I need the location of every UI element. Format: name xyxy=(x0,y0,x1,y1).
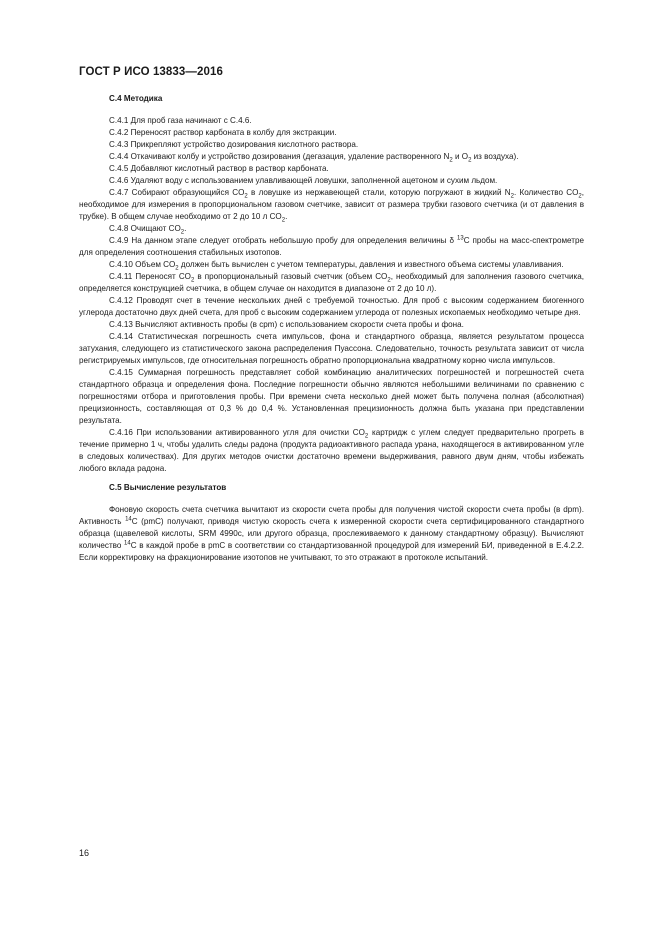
document-header: ГОСТ Р ИСО 13833—2016 xyxy=(79,66,224,78)
paragraph-c4-11: С.4.11 Переносят $СO_2$ в пропорциональный газовый счетчик (объем $СO_2$, необходимый для заполнения газового счетчика, определяется конструкцией счетчика, в общем случае он находится в диапазоне от 2 до 10 л). xyxy=(79,272,584,293)
paragraph-c4-2: С.4.2 Переносят раствор карбоната в колбу для экстракции. xyxy=(109,128,337,137)
paragraph-c4-3: С.4.3 Прикрепляют устройство дозирования кислотного раствора. xyxy=(109,140,359,149)
section-title-c5: С.5 Вычисление результатов xyxy=(109,483,227,492)
paragraph-c4-5: С.4.5 Добавляют кислотный раствор в раствор карбоната. xyxy=(109,164,329,173)
page-number: 16 xyxy=(79,848,90,858)
paragraph-c4-9: С.4.9 На данном этапе следует отобрать небольшую пробу для определения величины δ $^{13}$С пробы на масс-спектрометре для определения соотношения стабильных изотопов. xyxy=(79,235,584,257)
paragraph-c4-6: С.4.6 Удаляют воду с использованием улавливающей ловушки, заполненной ацетоном и сухим льдом. xyxy=(109,176,498,185)
paragraph-c4-10: С.4.10 Объем $СO_2$ должен быть вычислен с учетом температуры, давления и известного объема системы улавливания. xyxy=(109,260,564,272)
paragraph-c4-8: С.4.8 Очищают $СO_2$. xyxy=(109,224,187,236)
paragraph-c4-13: С.4.13 Вычисляют активность пробы (в cpm) с использованием скорости счета пробы и фона. xyxy=(109,320,464,329)
document-body xyxy=(79,93,584,564)
paragraph-c4-16: С.4.16 При использовании активированного угля для очистки $СO_2$ картридж с углем следует предварительно прогреть в течение примерно 1 ч, чтобы удалить следы радона (продукта радиоактивного распада урана, находящегося в активированном угле в следовых количествах). Для других методов очистки достаточно времени выдерживания, равного двум дням, чтобы избежать любого вклада радона. xyxy=(79,428,584,473)
paragraph-c4-15: С.4.15 Суммарная погрешность представляет собой комбинацию аналитических погрешностей и погрешностей счета стандартного образца и определения фона. Последние погрешности обычно являются небольшими величинами по сравнению с погрешностями отбора и приготовления пробы. При времени счета несколько дней может быть получена полная (абсолютная) прецизионность, составляющая от 0,3 % до 0,4 %. Установленная прецизионность должна быть указана при представлении результата. xyxy=(79,368,584,425)
paragraph-c4-4: С.4.4 Откачивают колбу и устройство дозирования (дегазация, удаление растворенного $N_2$ и $O_2$ из воздуха). xyxy=(109,152,519,164)
section-title-c4: С.4 Методика xyxy=(109,94,163,103)
paragraph-c4-14: С.4.14 Статистическая погрешность счета импульсов, фона и стандартного образца, является результатом процесса затухания, следующего из статистического закона распределения Пуассона. Следовательно, точность результата зависит от числа регистрируемых импульсов, где относительная погрешность обратно пропорциональна квадратному корню числа импульсов. xyxy=(79,332,584,365)
paragraph-c4-12: С.4.12 Проводят счет в течение нескольких дней с требуемой точностью. Для проб с высоким содержанием биогенного углерода достаточно двух дней счета, для проб с высоким содержанием углерода от полезных ископаемых необходимо четыре дня. xyxy=(79,296,584,317)
paragraph-c4-1: С.4.1 Для проб газа начинают с С.4.6. xyxy=(109,116,252,125)
paragraph-c5: Фоновую скорость счета счетчика вычитают из скорости счета пробы для получения чистой скорости счета пробы (в dpm). Активность $^{14}$С (pmC) получают, приводя чистую скорость счета к измеренной скорости счета сертифицированного стандартного образца (щавелевой кислоты, SRM 4990c, или другого образца, прослеживаемого к данному стандартному образцу). Вычисляют количество $^{14}$С в каждой пробе в pmC в соответствии со стандартизованной процедурой для измерений БИ, приведенной в Е.4.2.2. Если корректировку на фракционирование изотопов не учитывают, то это отражают в протоколе испытаний. xyxy=(79,505,584,562)
paragraph-c4-7: С.4.7 Собирают образующийся $СO_2$ в ловушке из нержавеющей стали, которую погружают в жидкий $N_2$. Количество $СO_2$, необходимое для измерения в пропорциональном газовом счетчике, зависит от размера трубки газового счетчика (и от давления в трубке). В общем случае необходимо от 2 до 10 л $СO_2$. xyxy=(79,188,584,224)
